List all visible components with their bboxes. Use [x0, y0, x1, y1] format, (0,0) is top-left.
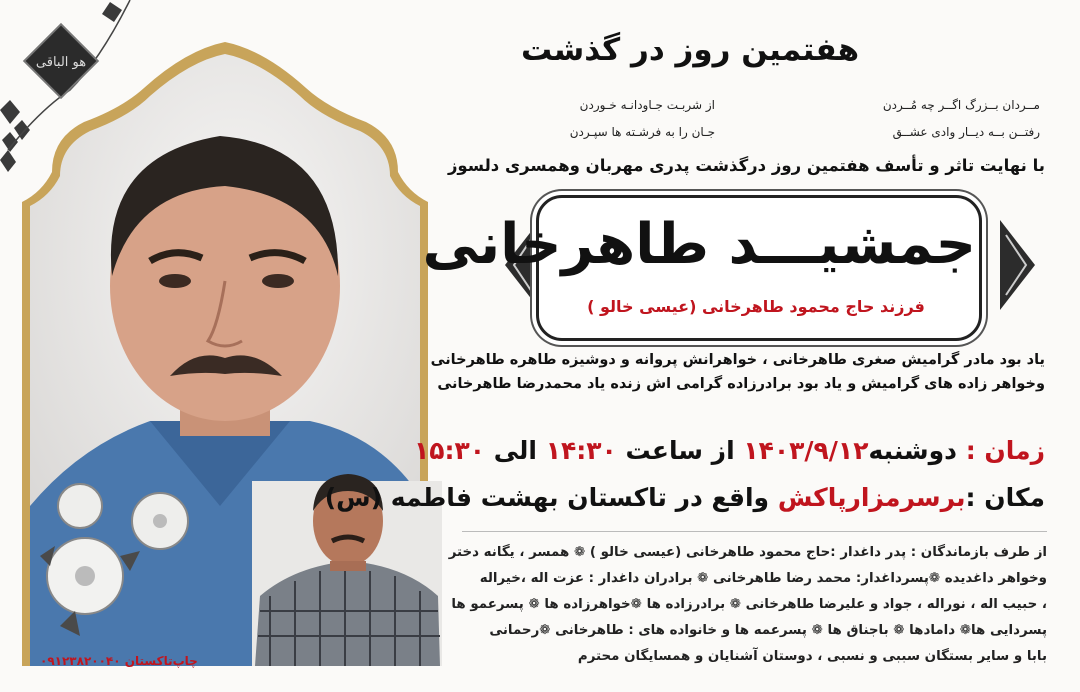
poem-left-line1: از شربـت جـاودانـه خـوردن: [579, 98, 715, 112]
place-label: مکان :: [965, 483, 1045, 512]
family-line2: وخواهر داغدیده ❁پسرداغدار: محمد رضا طاهرخانی ❁ برادران داغدار : عزت اله ،خیراله: [479, 571, 1047, 586]
time-from: ۱۴:۳۰: [545, 436, 617, 465]
printer-credit: چاپ‌تاکستان ۰۹۱۲۳۸۲۰۰۴۰: [40, 654, 198, 668]
place-highlight: برسرمزارپاکش: [777, 483, 966, 512]
time-from-label: از ساعت: [625, 436, 735, 465]
family-line4: پسردایی ها❁ دامادها ❁ باجناق ها ❁ پسرعمه ها و خانواده های : طاهرخانی ❁رحمانی: [489, 623, 1047, 638]
time-date: ۱۴۰۳/۹/۱۲: [743, 436, 869, 465]
place-rest: واقع در تاکستان بهشت فاطمه (س): [324, 483, 778, 512]
calligraphy-text: هو الباقی: [35, 55, 87, 70]
time-day: دوشنبه: [868, 436, 957, 465]
ceremony-time: [413, 436, 1045, 465]
family-line3: ، حبیب اله ، نوراله ، جواد و علیرضا طاهرخانی ❁ برادرزاده ها ❁خواهرزاده ها ❁ پسرعمو ها: [451, 597, 1047, 612]
deceased-name: جمشیـــد طاهرخانی: [422, 212, 976, 277]
poem-right-line2: رفتــن بــه ديــار وادی عشــق: [892, 125, 1040, 139]
memorial-line2: وخواهر زاده های گرامیش و یاد بود برادرزاده گرامی اش زنده یاد محمدرضا طاهرخانی: [437, 376, 1045, 392]
divider: [462, 531, 1047, 532]
portrait-frame: [20, 36, 450, 666]
ceremony-place: [324, 483, 1045, 512]
name-box-right-ornament: [1000, 220, 1040, 310]
poem-left-line2: جـان را به فرشـته ها سپـردن: [569, 125, 715, 139]
time-to: ۱۵:۳۰: [413, 436, 486, 465]
son-of-text: فرزند حاج محمود طاهرخانی (عیسی خالو ): [587, 297, 925, 316]
intro-text: با نهایت تاثر و تأسف هفتمین روز درگذشت پدری مهربان وهمسری دلسوز: [447, 156, 1045, 175]
page-title: هفتمین روز در گذشت: [520, 32, 860, 68]
family-line1: از طرف بازماندگان : پدر داغدار :حاج محمود طاهرخانی (عیسی خالو ) ❁ همسر ، یگانه دختر: [448, 545, 1047, 560]
family-line5: بابا و سایر بستگان سببی و نسبی ، دوستان آشنایان و همسایگان محترم: [577, 649, 1047, 664]
time-label: زمان :: [965, 436, 1045, 465]
time-to-label: الی: [493, 436, 537, 465]
poem-right-line1: مــردان بــزرگ اگــر چه مُــردن: [882, 98, 1040, 112]
memorial-line1: یاد بود مادر گرامیش صغری طاهرخانی ، خواهرانش پروانه و دوشیزه طاهره طاهرخانی: [430, 352, 1045, 368]
